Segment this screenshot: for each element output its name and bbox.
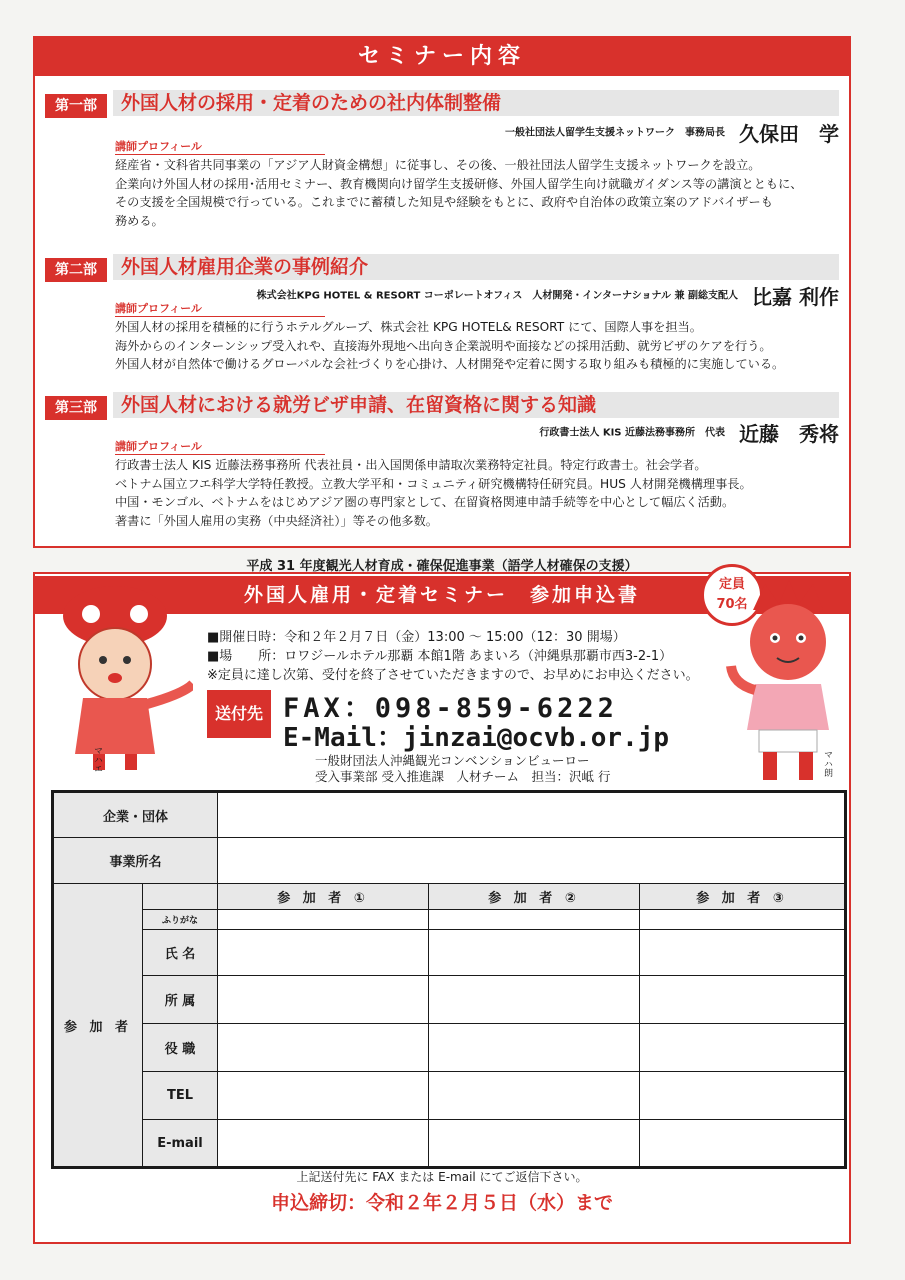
part3-speaker-name: 近藤 秀将 xyxy=(739,422,839,446)
part2-speaker xyxy=(257,281,839,310)
participant-2-header: 参 加 者 ② xyxy=(429,884,640,910)
part2-profile-label: 講師プロフィール xyxy=(115,302,325,317)
part1-speaker-org: 一般社団法人留学生支援ネットワーク 事務局長 xyxy=(505,127,725,139)
reply-instruction: 上記送付先に FAX または E-mail にてご返信下さい。 xyxy=(296,1170,588,1184)
part2-tag: 第二部 xyxy=(45,258,107,282)
profile-line: 経産省・文科省共同事業の「アジア人財資金構想」に従事し、その後、一般社団法人留学生支援ネットワークを設立。 xyxy=(115,158,761,172)
tel-field-2[interactable] xyxy=(429,1072,640,1120)
part3-profile-label: 講師プロフィール xyxy=(115,440,325,455)
profile-line: その支援を全国規模で行っている。これまでに蓄積した知見や経験をもとに、政府や自治体の政策立案のアドバイザーも xyxy=(115,195,773,209)
affiliation-field-1[interactable] xyxy=(218,976,429,1024)
mascot-left-illustration xyxy=(43,574,193,774)
furigana-label: ふりがな xyxy=(143,910,218,930)
profile-line: 企業向け外国人材の採用･活用セミナー、教育機関向け留学生支援研修、外国人留学生向け就職ガイダンス等の講演とともに、 xyxy=(115,176,803,191)
affiliation-label: 所 属 xyxy=(143,976,218,1024)
part1-profile xyxy=(115,156,841,230)
part2-profile xyxy=(115,318,841,374)
participant-label: 参 加 者 xyxy=(53,884,143,1168)
participant-3-header: 参 加 者 ③ xyxy=(640,884,846,910)
seminar-panel xyxy=(33,36,851,548)
tel-field-1[interactable] xyxy=(218,1072,429,1120)
contact-org-name: 一般財団法人沖縄観光コンベンションビューロー xyxy=(315,753,590,768)
mascot-right-caption: マハ朗 xyxy=(822,750,832,777)
contact-org xyxy=(315,753,610,785)
name-field-2[interactable] xyxy=(429,930,640,976)
position-field-1[interactable] xyxy=(218,1024,429,1072)
deadline: 申込締切：令和２年２月５日（水）まで xyxy=(270,1192,613,1214)
fax-number: FAX：098-859-6222 xyxy=(283,693,618,724)
profile-line: 著書に「外国人雇用の実務（中央経済社）」等その他多数。 xyxy=(115,513,438,528)
part1-profile-label: 講師プロフィール xyxy=(115,140,325,155)
affiliation-field-3[interactable] xyxy=(640,976,846,1024)
application-panel xyxy=(33,559,851,1244)
part1-speaker-name: 久保田 学 xyxy=(739,122,839,146)
email-address: E-Mail：jinzai@ocvb.or.jp xyxy=(283,723,670,753)
name-label: 氏 名 xyxy=(143,930,218,976)
profile-line: 海外からのインターンシップ受入れや、直接海外現地へ出向き企業説明や面接などの採用活動、就労ビザのケアを行う。 xyxy=(115,338,772,353)
part3-speaker xyxy=(539,418,839,447)
contact-person: 受入事業部 受入推進課 人材チーム 担当：沢岻 行 xyxy=(315,769,611,784)
application-header: 外国人雇用・定着セミナー 参加申込書 xyxy=(35,576,849,614)
participant-1-header: 参 加 者 ① xyxy=(218,884,429,910)
office-label: 事業所名 xyxy=(53,838,218,884)
part1-speaker xyxy=(505,118,839,147)
mascot-left-caption: マハエ xyxy=(92,746,102,773)
tel-field-3[interactable] xyxy=(640,1072,846,1120)
profile-line: 外国人材の採用を積極的に行うホテルグループ、株式会社 KPG HOTEL& RESORT にて、国際人事を担当。 xyxy=(115,320,702,334)
project-title: 平成 31 年度観光人材育成・確保促進事業（語学人材確保の支援） xyxy=(246,559,638,574)
profile-line: 外国人材が自然体で働けるグローバルな会社づくりを心掛け、人材開発や定着に関する取り組みも積極的に実施している。 xyxy=(115,357,785,371)
profile-line: 中国・モンゴル、ベトナムをはじめアジア圏の専門家として、在留資格関連申請手続等を中心として幅広く活動。 xyxy=(115,495,735,509)
profile-line: ベトナム国立フエ科学大学特任教授。立教大学平和・コミュニティ研究機構特任研究員。HUS 人材開発機構理事長。 xyxy=(115,476,752,491)
part2-speaker-org: 株式会社KPG HOTEL & RESORT コーポレートオフィス 人材開発・インターナショナル 兼 副総支配人 xyxy=(256,290,739,302)
company-label: 企業・団体 xyxy=(53,792,218,838)
position-field-3[interactable] xyxy=(640,1024,846,1072)
capacity-label: 定員 xyxy=(718,577,745,592)
name-field-3[interactable] xyxy=(640,930,846,976)
capacity-note: ※定員に達し次第、受付を終了させていただきますので、お早めにお申込ください。 xyxy=(207,668,699,683)
affiliation-field-2[interactable] xyxy=(429,976,640,1024)
application-form-table xyxy=(51,790,847,1169)
email-field-3[interactable] xyxy=(640,1120,846,1168)
email-label: E-mail xyxy=(143,1120,218,1168)
email-field-1[interactable] xyxy=(218,1120,429,1168)
part3-profile xyxy=(115,456,841,530)
part1-title: 外国人材の採用・定着のための社内体制整備 xyxy=(113,90,839,116)
event-venue: ■場 所：ロワジールホテル那覇 本館1階 あまいろ（沖縄県那覇市西3-2-1） xyxy=(207,649,673,664)
email-field-2[interactable] xyxy=(429,1120,640,1168)
furigana-field-1[interactable] xyxy=(218,910,429,930)
part3-title: 外国人材における就労ビザ申請、在留資格に関する知識 xyxy=(113,392,839,418)
office-field[interactable] xyxy=(218,838,846,884)
part1-tag: 第一部 xyxy=(45,94,107,118)
capacity-value: 70名 xyxy=(716,597,748,612)
corner-cell xyxy=(143,884,218,910)
part2-speaker-name: 比嘉 利作 xyxy=(752,285,839,309)
part3-speaker-org: 行政書士法人 KIS 近藤法務事務所 代表 xyxy=(539,427,725,439)
tel-label: TEL xyxy=(143,1072,218,1120)
company-field[interactable] xyxy=(218,792,846,838)
seminar-header: セミナー内容 xyxy=(35,38,849,76)
furigana-field-3[interactable] xyxy=(640,910,846,930)
part3-tag: 第三部 xyxy=(45,396,107,420)
profile-line: 行政書士法人 KIS 近藤法務事務所 代表社員・出入国関係申請取次業務特定社員。特定行政書士。社会学者。 xyxy=(115,458,707,472)
profile-line: 務める。 xyxy=(115,213,164,228)
part2-title: 外国人材雇用企業の事例紹介 xyxy=(113,254,839,280)
furigana-field-2[interactable] xyxy=(429,910,640,930)
send-to-label: 送付先 xyxy=(207,690,271,738)
event-date: ■開催日時：令和２年２月７日（金）13:00 ～ 15:00（12：30 開場） xyxy=(207,630,626,645)
position-label: 役 職 xyxy=(143,1024,218,1072)
position-field-2[interactable] xyxy=(429,1024,640,1072)
name-field-1[interactable] xyxy=(218,930,429,976)
